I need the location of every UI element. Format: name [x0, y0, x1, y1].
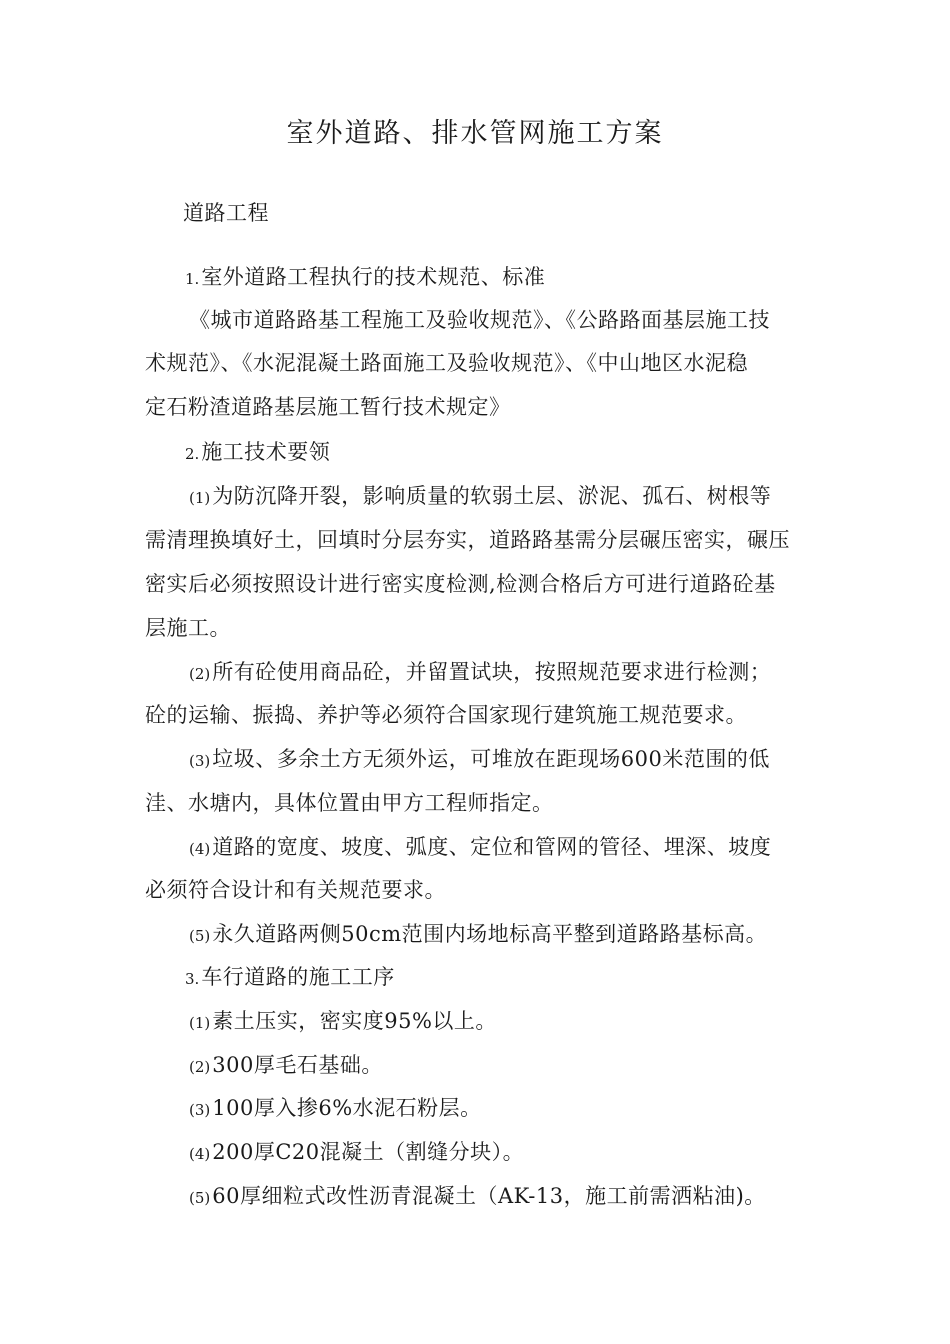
section-2-title: 施工技术要领: [201, 440, 331, 464]
item-text: 200厚C20混凝土（割缝分块）。: [212, 1140, 525, 1164]
document-title: 室外道路、排水管网施工方案: [286, 118, 664, 149]
list-item: [189, 1181, 766, 1213]
section-heading: 道路工程: [183, 201, 269, 225]
item-text: 为防沉降开裂，影响质量的软弱土层、淤泥、孤石、树根等: [212, 484, 772, 508]
section-1-title: 室外道路工程执行的技术规范、标准: [201, 265, 546, 289]
item-text: 垃圾、多余土方无须外运，可堆放在距现场600米范围的低: [212, 747, 770, 771]
item-text: 永久道路两侧50cm范围内场地标高平整到道路路基标高。: [212, 922, 768, 946]
paragraph-line: 砼的运输、振捣、养护等必须符合国家现行建筑施工规范要求。: [145, 703, 747, 727]
list-item: [189, 1093, 482, 1125]
item-text: 道路的宽度、坡度、弧度、定位和管网的管径、埋深、坡度: [212, 835, 772, 859]
section-2-heading: [185, 437, 330, 469]
list-item: [189, 1137, 524, 1169]
section-2-number: 2.: [185, 445, 200, 463]
paragraph-line: 必须符合设计和有关规范要求。: [145, 878, 446, 902]
section-3-number: 3.: [185, 970, 200, 988]
item-text: 60厚细粒式改性沥青混凝土（AK-13，施工前需洒粘油)。: [212, 1184, 766, 1208]
item-number: (3): [189, 752, 211, 770]
list-item: [189, 481, 771, 513]
list-item: [189, 1050, 383, 1082]
list-item: [189, 832, 771, 864]
item-number: (1): [189, 1014, 211, 1032]
list-item: [189, 744, 770, 776]
paragraph-line: 层施工。: [145, 616, 231, 640]
list-item: [189, 657, 771, 689]
item-number: (2): [189, 665, 211, 683]
paragraph-line: 密实后必须按照设计进行密实度检测,检测合格后方可进行道路砼基: [145, 572, 776, 596]
item-number: (4): [189, 1145, 211, 1163]
list-item: [189, 919, 767, 951]
item-number: (2): [189, 1058, 211, 1076]
item-number: (4): [189, 840, 211, 858]
paragraph-line: 《城市道路路基工程施工及验收规范》、《公路路面基层施工技: [189, 308, 770, 332]
item-text: 100厚入掺6%水泥石粉层。: [212, 1096, 482, 1120]
item-number: (5): [189, 1189, 211, 1207]
paragraph-line: 定石粉渣道路基层施工暂行技术规定》: [145, 395, 511, 419]
item-text: 所有砼使用商品砼，并留置试块，按照规范要求进行检测；: [212, 660, 772, 684]
item-number: (3): [189, 1101, 211, 1119]
section-1-number: 1.: [185, 270, 200, 288]
paragraph-line: 术规范》、《水泥混凝土路面施工及验收规范》、《中山地区水泥稳: [145, 351, 748, 375]
section-3-title: 车行道路的施工工序: [201, 965, 395, 989]
paragraph-line: 需清理换填好土，回填时分层夯实，道路路基需分层碾压密实，碾压: [145, 528, 790, 552]
section-1-heading: [185, 262, 545, 294]
paragraph-line: 洼、水塘内，具体位置由甲方工程师指定。: [145, 791, 554, 815]
list-item: [189, 1006, 497, 1038]
item-number: (1): [189, 489, 211, 507]
item-text: 素土压实，密实度95%以上。: [212, 1009, 497, 1033]
section-3-heading: [185, 962, 395, 994]
item-text: 300厚毛石基础。: [212, 1053, 383, 1077]
item-number: (5): [189, 927, 211, 945]
